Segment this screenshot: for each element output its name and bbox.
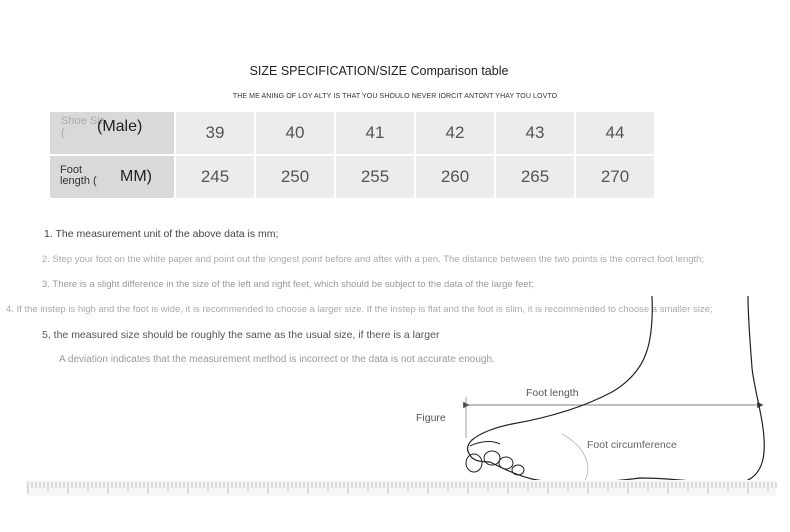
shoe-size-label: Shoe Siz bbox=[61, 115, 106, 127]
length-cell: 245 bbox=[176, 156, 254, 198]
page-title: SIZE SPECIFICATION/SIZE Comparison table bbox=[249, 64, 509, 78]
note-item: 4. If the instep is high and the foot is wide, it is recommended to choose a larger size. If the instep is flat and the foot is slim, it is recommended to choose a smaller size; bbox=[6, 304, 713, 315]
figure-label: Figure bbox=[416, 412, 446, 424]
size-cell: 42 bbox=[416, 112, 494, 154]
note-item: 1. The measurement unit of the above data is mm; bbox=[44, 228, 279, 240]
note-item: 5, the measured size should be roughly the same as the usual size, if there is a larger bbox=[42, 329, 440, 341]
foot-circumference-curve bbox=[562, 434, 588, 482]
note-item: A deviation indicates that the measurement method is incorrect or the data is not accurate enough. bbox=[59, 354, 495, 365]
foot-circumference-label: Foot circumference bbox=[587, 439, 677, 451]
page-subtitle: THE ME ANING OF LOY ALTY IS THAT YOU SHOULO NEVER IORCIT ANTONT YHAY TOU LOVTO bbox=[232, 93, 558, 100]
foot-length-label-line1: Foot bbox=[60, 164, 83, 176]
toes bbox=[466, 442, 524, 475]
size-cell: 44 bbox=[576, 112, 654, 154]
ruler bbox=[26, 480, 776, 496]
note-item: 2. Step your foot on the white paper and point out the longest point before and after with a pen. The distance between the two points is the correct foot length; bbox=[42, 254, 705, 265]
size-cell: 41 bbox=[336, 112, 414, 154]
foot-outline bbox=[468, 296, 765, 484]
size-cell: 40 bbox=[256, 112, 334, 154]
note-item: 3. There is a slight difference in the size of the left and right feet, which should be subject to the data of the large feet; bbox=[42, 279, 534, 290]
length-cell: 250 bbox=[256, 156, 334, 198]
length-cell: 260 bbox=[416, 156, 494, 198]
shoe-size-gender: (Male) bbox=[97, 118, 143, 135]
size-cell: 43 bbox=[496, 112, 574, 154]
foot-length-label-line2: length ( bbox=[60, 175, 97, 187]
length-cell: 270 bbox=[576, 156, 654, 198]
length-cell: 255 bbox=[336, 156, 414, 198]
shoe-size-paren: ( bbox=[61, 127, 65, 139]
size-cell: 39 bbox=[176, 112, 254, 154]
foot-length-label: Foot length bbox=[526, 387, 579, 399]
foot-length-unit: MM) bbox=[120, 168, 152, 185]
length-cell: 265 bbox=[496, 156, 574, 198]
